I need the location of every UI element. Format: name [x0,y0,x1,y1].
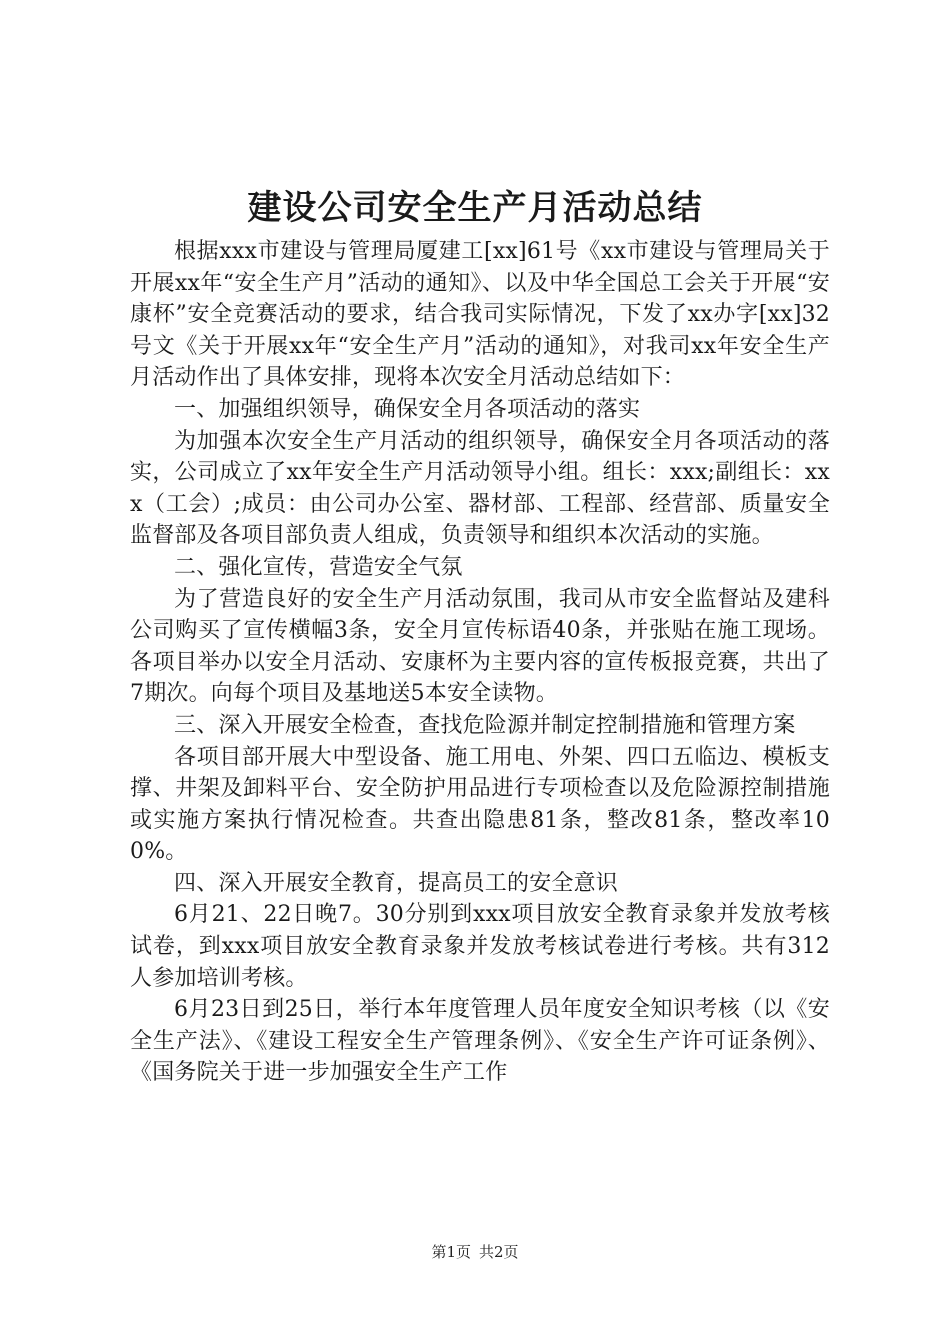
section-heading-1: 一、加强组织领导，确保安全月各项活动的落实 [174,396,641,422]
section-heading-3: 三、深入开展安全检查，查找危险源并制定控制措施和管理方案 [174,712,796,738]
document-body [130,236,830,1089]
page-footer [0,1242,950,1262]
intro-paragraph: 根据xxx市建设与管理局厦建工[xx]61号《xx市建设与管理局关于开展xx年“安全生产月”活动的通知》、以及中华全国总工会关于开展“安康杯”安全竞赛活动的要求，结合我司实际情况，下发了xx办字[xx]32号文《关于开展xx年“安全生产月”活动的通知》，对我司xx年安全生产月活动作出了具体安排，现将本次安全月活动总结如下： [130,239,830,391]
section-heading-4: 四、深入开展安全教育，提高员工的安全意识 [174,870,619,896]
document-title: 建设公司安全生产月活动总结 [247,188,703,228]
section-heading-2: 二、强化宣传，营造安全气氛 [174,554,463,580]
section-3-paragraph: 各项目部开展大中型设备、施工用电、外架、四口五临边、模板支撑、井架及卸料平台、安全防护用品进行专项检查以及危险源控制措施或实施方案执行情况检查。共查出隐患81条，整改81条，整改率100%。 [130,744,830,865]
section-4-paragraph-2: 6月23日到25日，举行本年度管理人员年度安全知识考核（以《安全生产法》、《建设工程安全生产管理条例》、《安全生产许可证条例》、《国务院关于进一步加强安全生产工作 [130,997,830,1086]
section-2-paragraph: 为了营造良好的安全生产月活动氛围，我司从市安全监督站及建科公司购买了宣传横幅3条，安全月宣传标语40条，并张贴在施工现场。各项目举办以安全月活动、安康杯为主要内容的宣传板报竞赛，共出了7期次。向每个项目及基地送5本安全读物。 [130,586,830,707]
page-total: 共2页 [479,1243,519,1261]
page-number: 第1页 [431,1243,471,1261]
section-4-paragraph-1: 6月21、22日晚7。30分别到xxx项目放安全教育录象并发放考核试卷，到xxx项目放安全教育录象并发放考核试卷进行考核。共有312人参加培训考核。 [130,902,830,991]
section-1-paragraph: 为加强本次安全生产月活动的组织领导，确保安全月各项活动的落实，公司成立了xx年安全生产月活动领导小组。组长：xxx;副组长：xxx（工会）;成员：由公司办公室、器材部、工程部、经营部、质量安全监督部及各项目部负责人组成，负责领导和组织本次活动的实施。 [130,428,830,549]
